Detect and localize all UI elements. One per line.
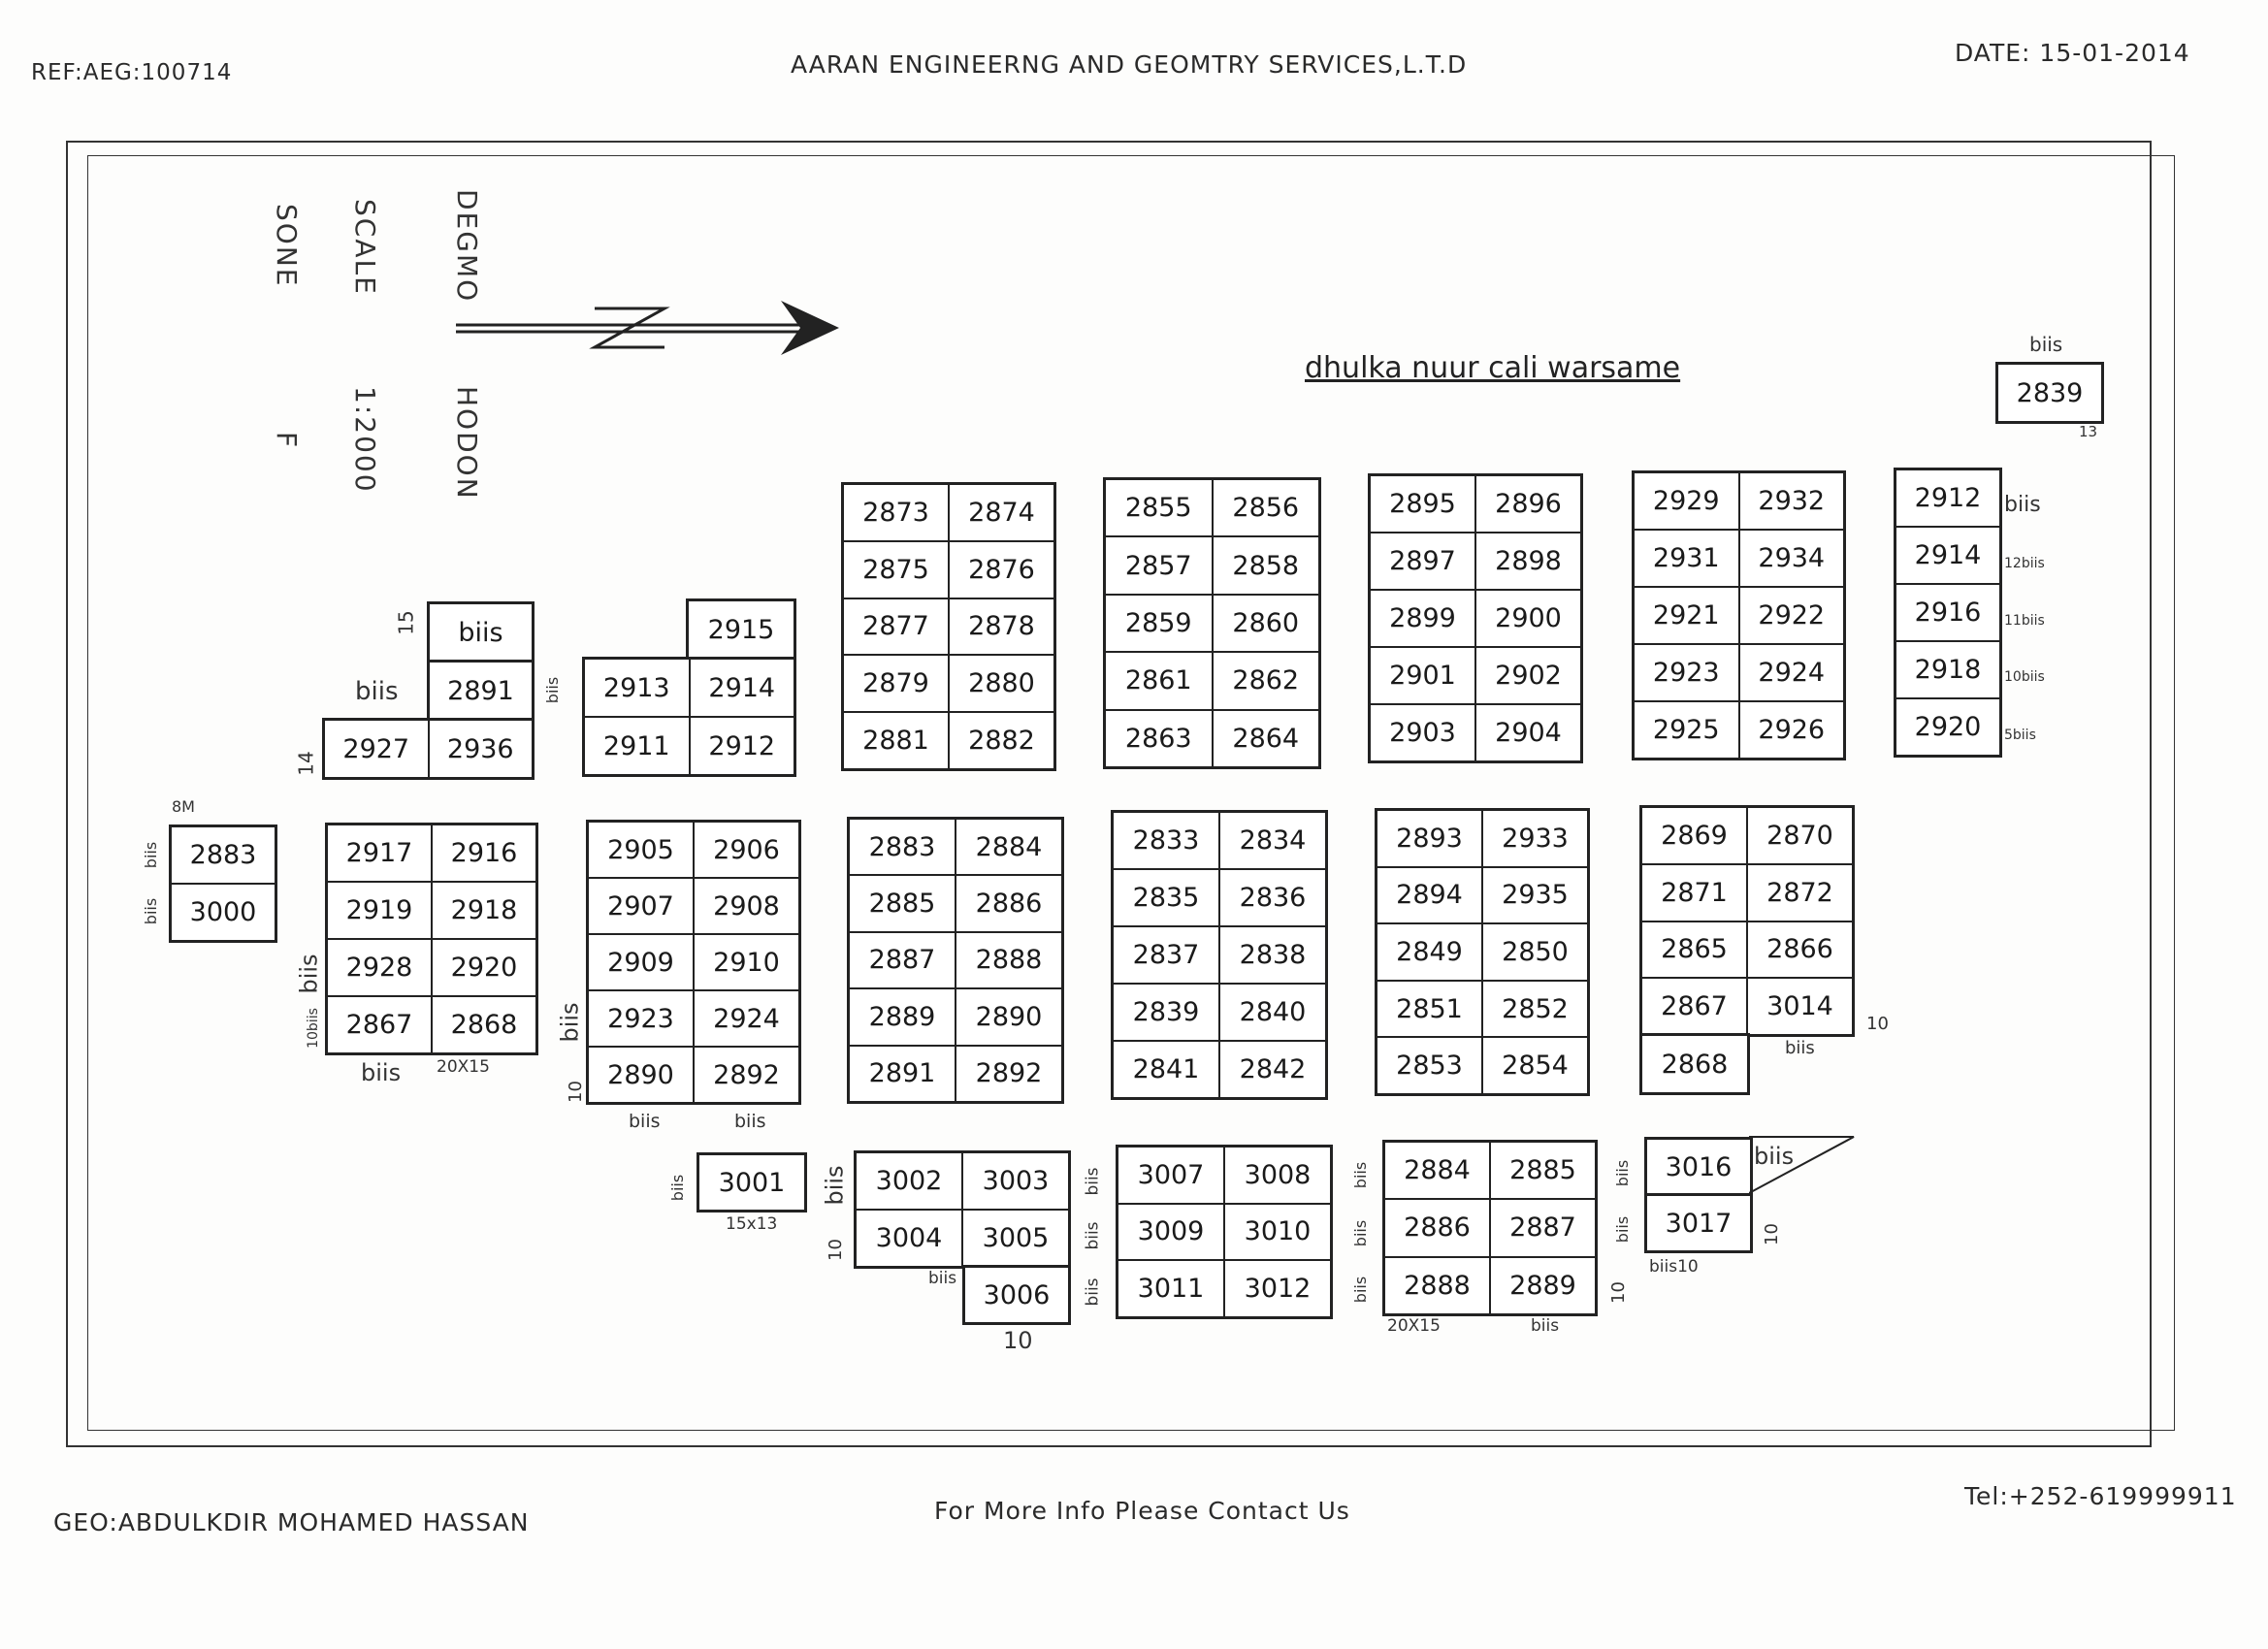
- degmo-value: HODON: [451, 386, 483, 501]
- plot-cell: 2872: [1747, 864, 1853, 922]
- label-biis-2889: biis: [1531, 1316, 1560, 1336]
- plot-cell: 2856: [1213, 479, 1320, 536]
- plot-cell: 2890: [588, 1047, 694, 1103]
- scale-value: 1:2000: [349, 386, 381, 494]
- plot-cell: 2838: [1219, 926, 1326, 984]
- plot-cell: 2886: [1384, 1199, 1490, 1256]
- plot-cell: 2920: [432, 939, 536, 996]
- scale-label: SCALE: [349, 199, 381, 296]
- plot-cell: 2934: [1739, 530, 1845, 587]
- plot-cell: 2897: [1370, 533, 1475, 590]
- plot-cell: 3003: [962, 1152, 1069, 1210]
- plot-cell: 3012: [1224, 1260, 1331, 1317]
- label-10-2890: 10: [565, 1081, 586, 1103]
- plot-block-biis-top: [427, 601, 535, 663]
- plot-cell: 2914: [1895, 527, 2000, 584]
- plot-cell: 2884: [956, 819, 1062, 875]
- plot-cell: 2936: [429, 720, 534, 778]
- plot-cell: 2900: [1475, 590, 1581, 647]
- plot-cell: 3006: [964, 1267, 1069, 1323]
- plot-block-3002: [854, 1150, 1071, 1269]
- plot-cell: 2911: [584, 717, 690, 775]
- plot-cell: 2864: [1213, 710, 1320, 767]
- plot-cell: 3014: [1747, 978, 1853, 1035]
- telephone: Tel:+252-619999911: [1964, 1482, 2237, 1510]
- plot-block-2855: [1103, 477, 1321, 769]
- plot-cell: 2868: [432, 996, 536, 1053]
- label-biis-2913: biis: [543, 676, 563, 704]
- plot-cell: 2859: [1105, 595, 1213, 652]
- plot-cell: 2839: [1113, 984, 1219, 1041]
- plot-cell: 2914: [690, 659, 795, 717]
- sone-label: SONE: [271, 204, 303, 288]
- plot-cell: 2933: [1482, 810, 1588, 867]
- plot-cell: 2909: [588, 934, 694, 990]
- plot-cell: 2889: [849, 988, 956, 1045]
- plot-cell: 2891: [429, 662, 533, 720]
- label-biis-2890: biis: [629, 1111, 661, 1132]
- plot-cell: 3005: [962, 1210, 1069, 1267]
- label-biis-2883: biis: [142, 841, 161, 869]
- plot-cell: 2851: [1377, 981, 1482, 1038]
- label-biis-3001: biis: [668, 1174, 688, 1202]
- label-10-3004: 10: [825, 1239, 846, 1261]
- plot-cell: 2892: [694, 1047, 799, 1103]
- plot-cell: 2923: [1634, 644, 1739, 701]
- plot-cell: 2839: [1997, 364, 2102, 422]
- plot-cell: biis: [429, 603, 533, 662]
- plot-cell: 2875: [843, 541, 949, 598]
- label-15: 15: [394, 610, 418, 635]
- label-biis-3006: biis: [928, 1269, 957, 1288]
- plot-cell: 2850: [1482, 923, 1588, 981]
- contact-line: For More Info Please Contact Us: [934, 1497, 1350, 1525]
- plot-cell: 2868: [1641, 1035, 1748, 1093]
- plot-cell: 2918: [1895, 641, 2000, 698]
- plot-cell: 2869: [1641, 807, 1747, 864]
- plot-cell: 2923: [588, 990, 694, 1047]
- label-15x13: 15x13: [726, 1214, 778, 1234]
- plot-cell: 2892: [956, 1046, 1062, 1102]
- plot-cell: 2903: [1370, 704, 1475, 761]
- plot-cell: 2902: [1475, 647, 1581, 704]
- plot-block-2905: [586, 820, 801, 1105]
- plot-block-2868: [1639, 1033, 1750, 1095]
- label-biis-3000: biis: [142, 897, 161, 925]
- plot-cell: 2882: [949, 712, 1054, 769]
- plot-cell: 2925: [1634, 701, 1739, 759]
- plot-cell: 2887: [1490, 1199, 1596, 1256]
- plot-cell: 2853: [1377, 1037, 1482, 1094]
- plot-block-2912: [1894, 468, 2002, 758]
- plot-cell: 2867: [1641, 978, 1747, 1035]
- plot-cell: 2924: [694, 990, 799, 1047]
- label-12biis: 12biis: [2004, 556, 2045, 571]
- sone-value: F: [271, 432, 303, 450]
- label-20x15-left: 20X15: [437, 1057, 490, 1077]
- plot-cell: 2833: [1113, 812, 1219, 869]
- plot-cell: 2888: [956, 932, 1062, 988]
- label-11biis: 11biis: [2004, 613, 2045, 629]
- plot-cell: 3004: [856, 1210, 962, 1267]
- plot-block-2917: [325, 823, 538, 1055]
- label-biis-3016: biis: [1754, 1143, 1795, 1170]
- plot-cell: 2922: [1739, 587, 1845, 644]
- plot-cell: 2919: [327, 882, 432, 939]
- company-title: AARAN ENGINEERNG AND GEOMTRY SERVICES,L.T.D: [791, 50, 1468, 79]
- plot-block-2833: [1111, 810, 1328, 1100]
- plot-cell: 2855: [1105, 479, 1213, 536]
- plot-cell: 2905: [588, 822, 694, 878]
- label-biis-3009: biis: [1083, 1221, 1103, 1250]
- plot-cell: 2854: [1482, 1037, 1588, 1094]
- plot-cell: 2841: [1113, 1041, 1219, 1098]
- label-20x15-right: 20X15: [1387, 1316, 1441, 1336]
- plot-cell: 3002: [856, 1152, 962, 1210]
- label-5biis: 5biis: [2004, 728, 2036, 743]
- plot-cell: 2852: [1482, 981, 1588, 1038]
- label-14: 14: [294, 751, 318, 776]
- plot-cell: 2837: [1113, 926, 1219, 984]
- plot-cell: 3010: [1224, 1204, 1331, 1261]
- label-8m: 8M: [172, 797, 195, 816]
- plot-cell: 2870: [1747, 807, 1853, 864]
- plot-cell: 2912: [1895, 469, 2000, 527]
- plot-cell: 2899: [1370, 590, 1475, 647]
- plot-cell: 2888: [1384, 1257, 1490, 1314]
- plot-cell: 3008: [1224, 1147, 1331, 1204]
- plot-cell: 2878: [949, 598, 1054, 656]
- plot-cell: 2885: [1490, 1142, 1596, 1199]
- plot-cell: 2931: [1634, 530, 1739, 587]
- plot-cell: 3016: [1646, 1139, 1751, 1195]
- label-biis-2888: biis: [1351, 1276, 1371, 1304]
- plot-cell: 3001: [698, 1154, 805, 1211]
- plot-block-2891: [427, 660, 535, 722]
- label-biis-3014: biis: [1785, 1038, 1815, 1058]
- plot-cell: 2929: [1634, 472, 1739, 530]
- plot-cell: 2893: [1377, 810, 1482, 867]
- plot-cell: 2862: [1213, 652, 1320, 709]
- plot-cell: 2896: [1475, 475, 1581, 533]
- label-10-3014: 10: [1866, 1014, 1889, 1034]
- plot-cell: 2849: [1377, 923, 1482, 981]
- plot-cell: 2894: [1377, 867, 1482, 924]
- plot-cell: 2858: [1213, 536, 1320, 594]
- plot-cell: 2836: [1219, 869, 1326, 926]
- plot-cell: 2910: [694, 934, 799, 990]
- plot-cell: 2915: [688, 600, 794, 659]
- plot-cell: 2889: [1490, 1257, 1596, 1314]
- plot-cell: 2885: [849, 875, 956, 931]
- label-biis10: biis10: [1649, 1257, 1699, 1277]
- plot-block-2913: [582, 657, 796, 777]
- plot-cell: 2857: [1105, 536, 1213, 594]
- plot-cell: 2907: [588, 878, 694, 934]
- plot-cell: 3017: [1646, 1195, 1751, 1251]
- plot-block-2929: [1632, 470, 1846, 760]
- plot-cell: 2935: [1482, 867, 1588, 924]
- label-10biis-2867: 10biis: [305, 1008, 321, 1049]
- label-biis-2867: biis: [361, 1059, 402, 1086]
- plot-block-3007: [1116, 1145, 1333, 1319]
- plot-block-2915: [686, 598, 796, 661]
- plot-cell: 2874: [949, 484, 1054, 541]
- plot-cell: 2926: [1739, 701, 1845, 759]
- label-biis-3016-left: biis: [1613, 1159, 1633, 1187]
- plot-cell: 2860: [1213, 595, 1320, 652]
- label-biis-2928: biis: [295, 954, 323, 994]
- date-label: DATE: 15-01-2014: [1955, 39, 2190, 67]
- plot-cell: 2834: [1219, 812, 1326, 869]
- plot-cell: 2916: [1895, 584, 2000, 641]
- degmo-label: DEGMO: [451, 189, 483, 304]
- plot-cell: 2908: [694, 878, 799, 934]
- plot-cell: 2901: [1370, 647, 1475, 704]
- plot-cell: 2932: [1739, 472, 1845, 530]
- label-biis-2923: biis: [556, 1002, 584, 1043]
- plot-cell: 2866: [1747, 922, 1853, 979]
- reference-number: REF:AEG:100714: [31, 60, 233, 85]
- plot-cell: 2898: [1475, 533, 1581, 590]
- plot-cell: 2835: [1113, 869, 1219, 926]
- plot-block-3016: [1644, 1137, 1753, 1197]
- north-arrow-icon: [451, 291, 849, 369]
- label-10-3017: 10: [1761, 1223, 1782, 1245]
- label-10-2889: 10: [1607, 1281, 1629, 1304]
- plot-block-2883-left: [169, 824, 277, 943]
- plot-cell: 2883: [849, 819, 956, 875]
- plot-cell: 2916: [432, 824, 536, 882]
- plot-cell: 2877: [843, 598, 949, 656]
- plot-cell: 2917: [327, 824, 432, 882]
- plot-cell: 3011: [1118, 1260, 1224, 1317]
- label-10biis: 10biis: [2004, 669, 2045, 685]
- label-biis-2886: biis: [1351, 1219, 1371, 1247]
- plot-cell: 2904: [1475, 704, 1581, 761]
- plot-cell: 2928: [327, 939, 432, 996]
- plot-block-2839: [1995, 362, 2104, 424]
- plot-cell: 2880: [949, 655, 1054, 712]
- label-biis-3007: biis: [1083, 1167, 1103, 1196]
- plot-cell: 2884: [1384, 1142, 1490, 1199]
- plot-cell: 2883: [171, 826, 275, 884]
- owner-name: dhulka nuur cali warsame: [1305, 351, 1681, 385]
- plot-cell: 2913: [584, 659, 690, 717]
- plot-block-3017: [1644, 1193, 1753, 1253]
- plot-cell: 2881: [843, 712, 949, 769]
- plot-cell: 2906: [694, 822, 799, 878]
- plot-cell: 2842: [1219, 1041, 1326, 1098]
- plot-cell: 2865: [1641, 922, 1747, 979]
- plot-cell: 3009: [1118, 1204, 1224, 1261]
- plot-cell: 2840: [1219, 984, 1326, 1041]
- plot-block-3001: [697, 1152, 807, 1212]
- plot-cell: 2927: [324, 720, 429, 778]
- label-biis-2912: biis: [2004, 493, 2041, 517]
- label-biis-2891: biis: [355, 677, 399, 706]
- plot-cell: 2861: [1105, 652, 1213, 709]
- plot-cell: 2863: [1105, 710, 1213, 767]
- plot-cell: 2912: [690, 717, 795, 775]
- plot-block-2884: [1382, 1140, 1598, 1316]
- plot-cell: 2879: [843, 655, 949, 712]
- plot-cell: 2891: [849, 1046, 956, 1102]
- plot-block-2883: [847, 817, 1064, 1104]
- label-biis-3011: biis: [1083, 1277, 1103, 1307]
- plot-cell: 2920: [1895, 698, 2000, 756]
- plot-block-2893: [1375, 808, 1590, 1096]
- label-10-3006: 10: [1003, 1327, 1033, 1354]
- plot-block-2873: [841, 482, 1056, 771]
- label-biis-3017-left: biis: [1613, 1215, 1633, 1244]
- plot-cell: 2890: [956, 988, 1062, 1045]
- label-biis-2892: biis: [734, 1111, 766, 1132]
- plot-block-2895: [1368, 473, 1583, 763]
- surveyor-name: GEO:ABDULKDIR MOHAMED HASSAN: [53, 1508, 530, 1536]
- plot-cell: 3000: [171, 884, 275, 941]
- label-13: 13: [2079, 423, 2098, 440]
- label-biis-2839: biis: [2029, 333, 2063, 356]
- plot-cell: 2887: [849, 932, 956, 988]
- plot-cell: 2886: [956, 875, 1062, 931]
- plot-cell: 2924: [1739, 644, 1845, 701]
- plot-cell: 2867: [327, 996, 432, 1053]
- plot-cell: 2921: [1634, 587, 1739, 644]
- plot-cell: 2873: [843, 484, 949, 541]
- label-biis-3002: biis: [821, 1165, 849, 1206]
- label-biis-2884: biis: [1351, 1161, 1371, 1189]
- plot-cell: 2895: [1370, 475, 1475, 533]
- plot-cell: 3007: [1118, 1147, 1224, 1204]
- plot-block-3006: [962, 1265, 1071, 1325]
- plot-cell: 2918: [432, 882, 536, 939]
- plot-cell: 2876: [949, 541, 1054, 598]
- plot-block-2927: [322, 718, 535, 780]
- plot-cell: 2871: [1641, 864, 1747, 922]
- plot-block-2869: [1639, 805, 1855, 1037]
